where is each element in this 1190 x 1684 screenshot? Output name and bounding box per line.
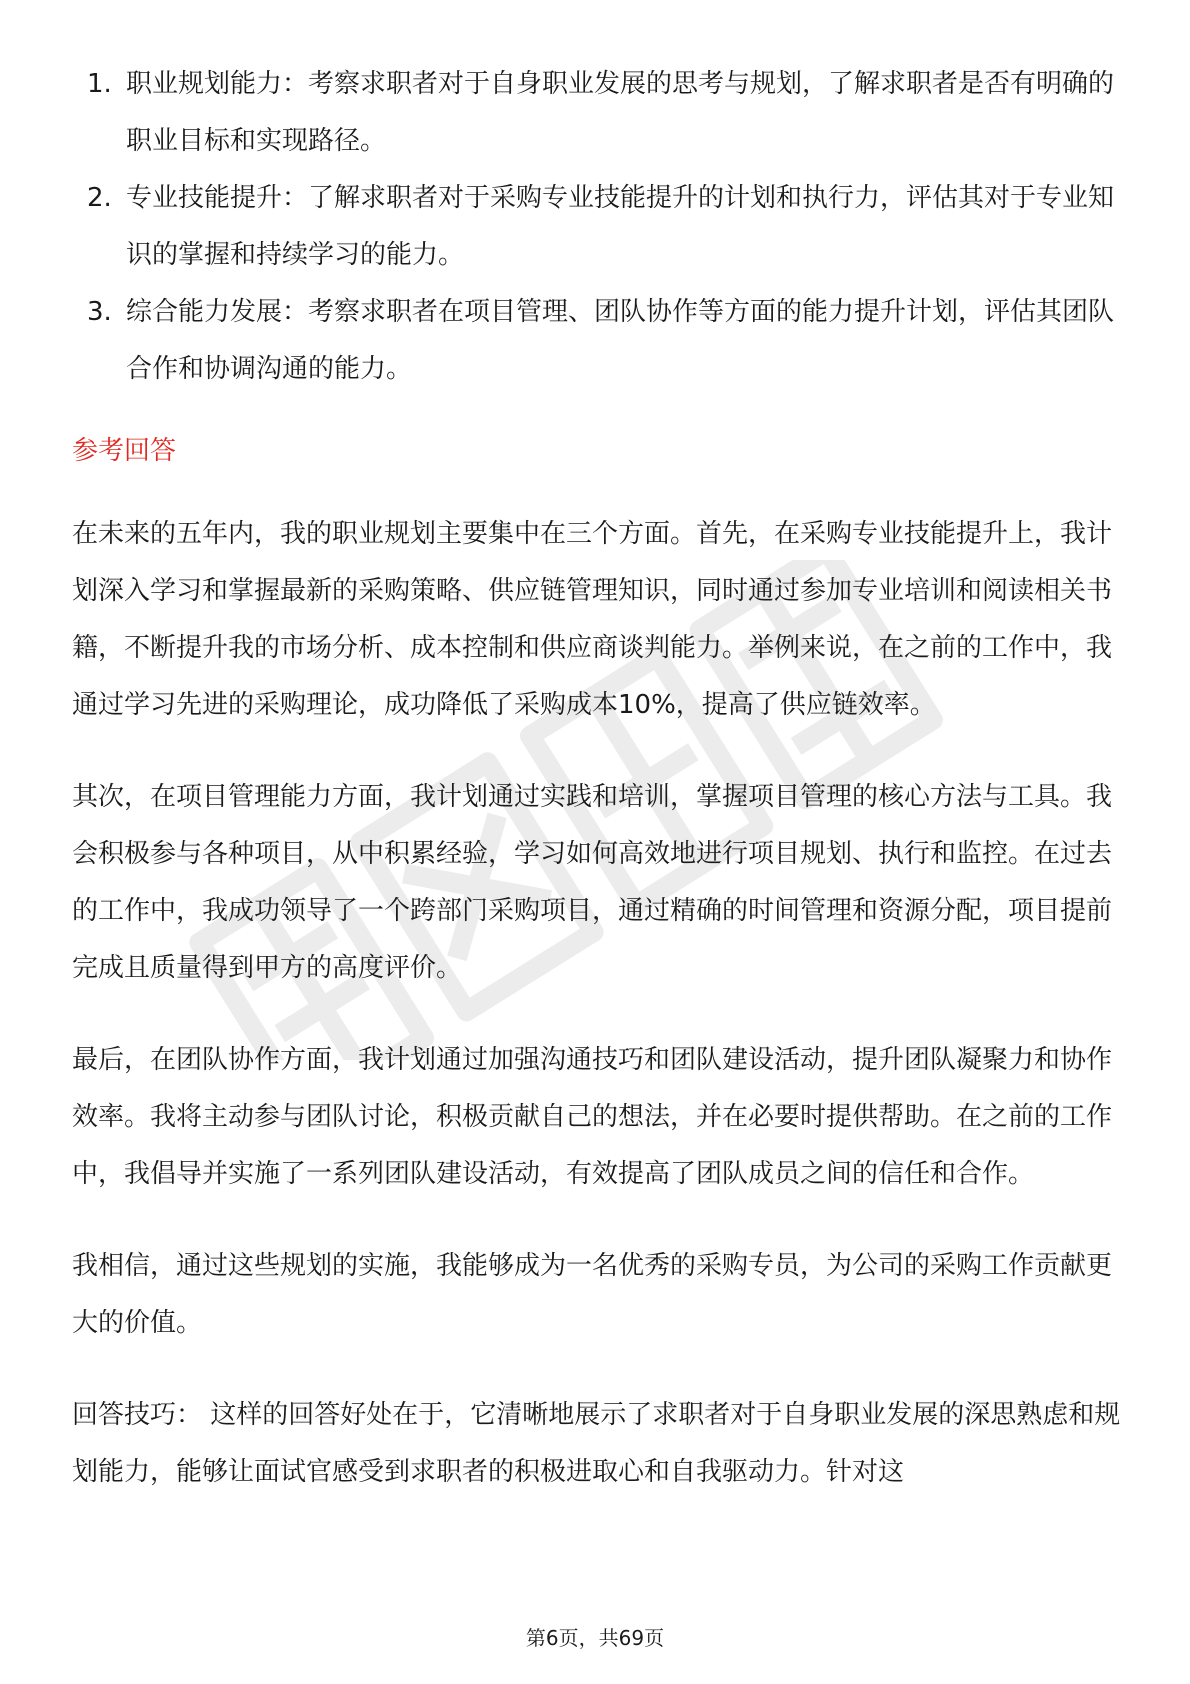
answer-heading: 参考回答 (72, 436, 177, 466)
page-footer: 第6页，共69页 (525, 1626, 665, 1650)
answer-paragraph: 我相信，通过这些规划的实施，我能够成为一名优秀的采购专员，为公司的采购工作贡献更大的价值。 (72, 1251, 1113, 1338)
list-number: 1. (87, 69, 112, 99)
tips-paragraph: 回答技巧： 这样的回答好处在于，它清晰地展示了求职者对于自身职业发展的深思熟虑和规划能力，能够让面试官感受到求职者的积极进取心和自我驱动力。针对这 (72, 1400, 1121, 1487)
list-item (72, 56, 1122, 170)
list-item-text: 职业规划能力：考察求职者对于自身职业发展的思考与规划，了解求职者是否有明确的职业目标和实现路径。 (126, 69, 1115, 156)
answer-paragraph: 最后，在团队协作方面，我计划通过加强沟通技巧和团队建设活动，提升团队凝聚力和协作效率。我将主动参与团队讨论，积极贡献自己的想法，并在必要时提供帮助。在之前的工作中，我倡导并实施了一系列团队建设活动，有效提高了团队成员之间的信任和合作。 (72, 1045, 1113, 1189)
list-item (72, 284, 1122, 398)
answer-paragraph: 在未来的五年内，我的职业规划主要集中在三个方面。首先，在采购专业技能提升上，我计划深入学习和掌握最新的采购策略、供应链管理知识，同时通过参加专业培训和阅读相关书籍，不断提升我的市场分析、成本控制和供应商谈判能力。举例来说，在之前的工作中，我通过学习先进的采购理论，成功降低了采购成本10%，提高了供应链效率。 (72, 519, 1113, 720)
list-number: 2. (87, 183, 112, 213)
list-item-text: 专业技能提升：了解求职者对于采购专业技能提升的计划和执行力，评估其对于专业知识的掌握和持续学习的能力。 (126, 183, 1115, 270)
page-content (72, 56, 1122, 1501)
list-item (72, 170, 1122, 284)
criteria-list (72, 56, 1122, 398)
list-number: 3. (87, 297, 112, 327)
list-item-text: 综合能力发展：考察求职者在项目管理、团队协作等方面的能力提升计划，评估其团队合作和协调沟通的能力。 (126, 297, 1115, 384)
answer-paragraph: 其次，在项目管理能力方面，我计划通过实践和培训，掌握项目管理的核心方法与工具。我会积极参与各种项目，从中积累经验，学习如何高效地进行项目规划、执行和监控。在过去的工作中，我成功领导了一个跨部门采购项目，通过精确的时间管理和资源分配，项目提前完成且质量得到甲方的高度评价。 (72, 782, 1113, 983)
